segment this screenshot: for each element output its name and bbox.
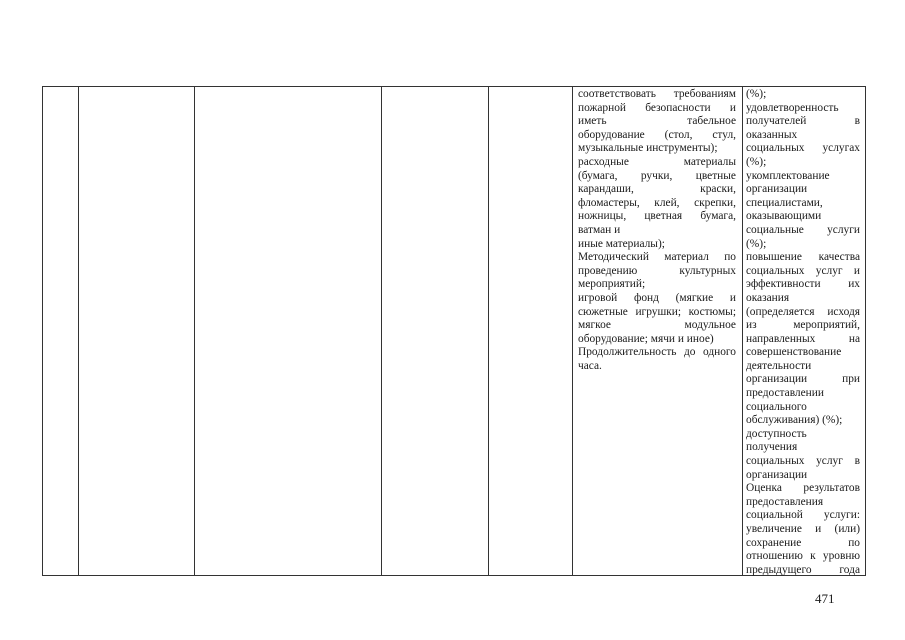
text-line: часа. xyxy=(578,359,602,372)
text-line: деятельности xyxy=(746,359,812,372)
column-divider xyxy=(742,87,743,575)
column-divider xyxy=(78,87,79,575)
text-line: получателей в xyxy=(746,115,860,128)
document-table xyxy=(42,86,866,576)
text-line: музыкальные инструменты); xyxy=(578,142,718,155)
text-line: специалистами, xyxy=(746,196,823,209)
text-line: (%); xyxy=(746,88,767,100)
text-line: социального xyxy=(746,400,807,413)
text-line: социальных услугах xyxy=(746,142,860,155)
column-divider xyxy=(381,87,382,575)
text-line: эффективности их xyxy=(746,278,860,291)
resources-cell xyxy=(578,88,736,373)
text-line: иметь табельное xyxy=(578,115,736,128)
text-line: иные материалы); xyxy=(578,237,665,250)
text-line: оказанных xyxy=(746,128,798,141)
text-line: Методический материал по xyxy=(578,251,736,264)
text-line: обслуживания) (%); xyxy=(746,414,843,427)
text-line: ножницы, цветная бумага, xyxy=(578,210,736,223)
text-line: Продолжительность до одного xyxy=(578,346,736,359)
text-line: оборудование; мячи и иное) xyxy=(578,332,714,345)
text-line: оборудование (стол, стул, xyxy=(578,128,736,141)
text-line: (бумага, ручки, цветные xyxy=(578,169,736,182)
text-line: организации при xyxy=(746,373,860,386)
text-line: расходные материалы xyxy=(578,155,736,168)
text-line: пожарной безопасности и xyxy=(578,101,736,114)
text-line: социальной услуги: xyxy=(746,509,860,522)
text-line: игровой фонд (мягкие и xyxy=(578,291,736,304)
text-line: организации xyxy=(746,183,808,196)
text-line: предоставлении xyxy=(746,387,824,400)
page-number: 471 xyxy=(815,591,835,606)
text-line: укомплектование xyxy=(746,169,830,182)
text-line: фломастеры, клей, скрепки, xyxy=(578,196,736,209)
text-line: предоставления xyxy=(746,495,824,508)
text-line: (%); xyxy=(746,155,767,168)
text-line: соответствовать требованиям xyxy=(578,88,736,100)
text-line: направленных на xyxy=(746,332,860,345)
text-line: мероприятий; xyxy=(578,278,646,291)
text-line: отношению к уровню xyxy=(746,550,860,563)
text-line: предыдущего года xyxy=(746,563,860,576)
column-divider xyxy=(194,87,195,575)
text-line: социальных услуг в xyxy=(746,455,860,468)
text-line: (определяется исходя xyxy=(746,305,860,318)
text-line: организации xyxy=(746,468,808,481)
text-line: оказывающими xyxy=(746,210,822,223)
text-line: мягкое модульное xyxy=(578,319,736,332)
text-line: Оценка результатов xyxy=(746,482,860,495)
text-line: оказания xyxy=(746,291,790,304)
text-line: получения xyxy=(746,441,798,454)
text-line: ватман и xyxy=(578,223,621,236)
text-line: проведению культурных xyxy=(578,264,736,277)
text-line: карандаши, краски, xyxy=(578,183,736,196)
column-divider xyxy=(488,87,489,575)
text-line: сюжетные игрушки; костюмы; xyxy=(578,305,736,318)
text-line: увеличение и (или) xyxy=(746,523,860,535)
text-line: сохранение по xyxy=(746,536,860,549)
text-line: доступность xyxy=(746,427,807,440)
text-line: социальных услуг и xyxy=(746,264,860,277)
text-line: из мероприятий, xyxy=(746,319,860,332)
table-border-right xyxy=(865,87,866,575)
text-line: удовлетворенность xyxy=(746,101,839,114)
table-border-left xyxy=(42,87,43,575)
text-line: повышение качества xyxy=(746,251,860,264)
text-line: социальные услуги xyxy=(746,223,860,236)
text-line: совершенствование xyxy=(746,346,842,359)
text-line: (%); xyxy=(746,237,767,250)
indicators-cell xyxy=(746,88,860,577)
column-divider xyxy=(572,87,573,575)
